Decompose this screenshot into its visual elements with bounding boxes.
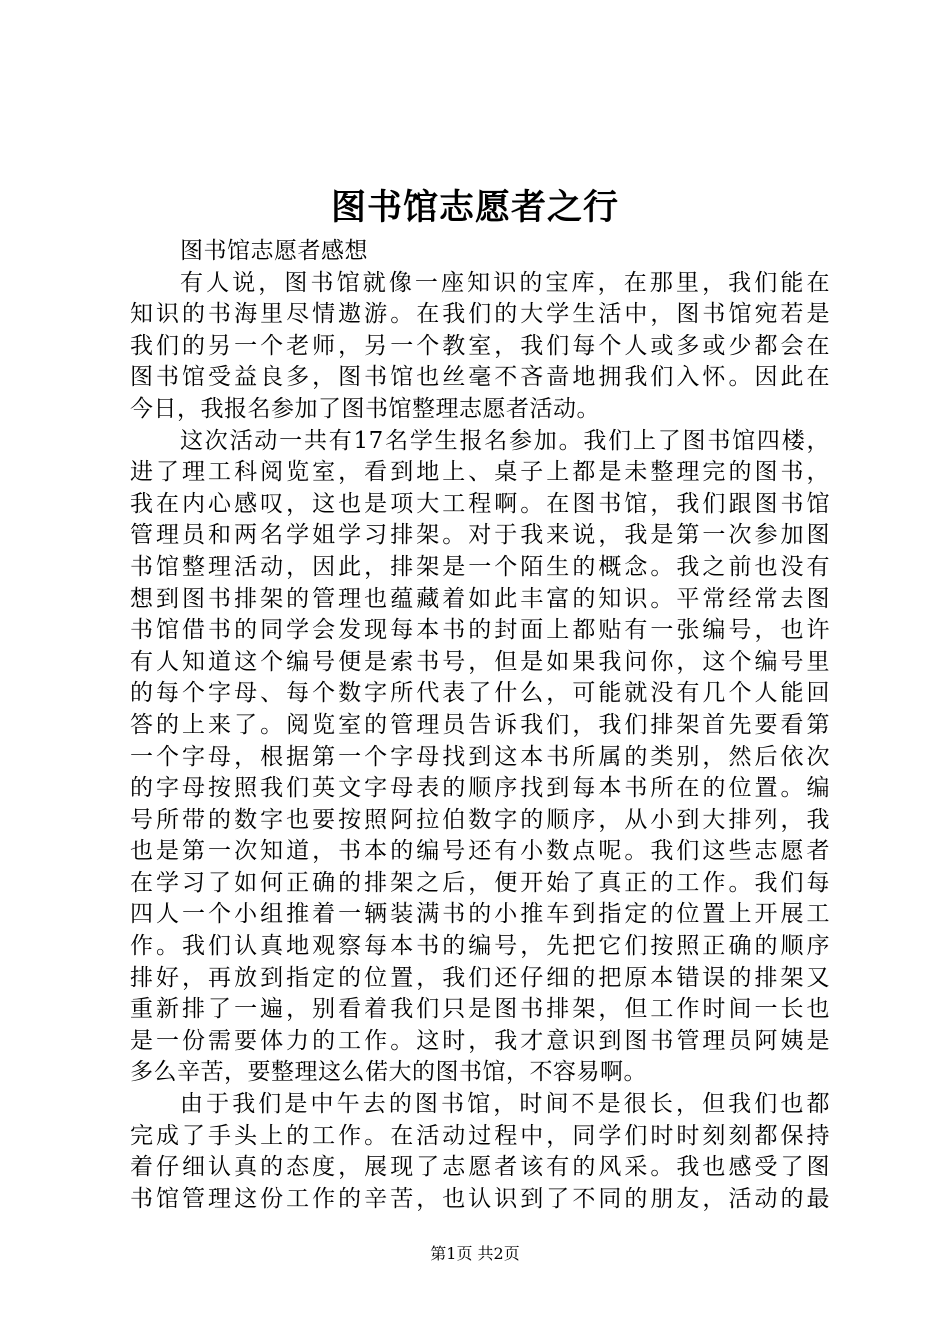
text-line: 我们的另一个老师，另一个教室，我们每个人或多或少都会在 (130, 332, 830, 359)
text-line: 由于我们是中午去的图书馆，时间不是很长，但我们也都 (180, 1091, 830, 1118)
document-body (130, 236, 830, 1215)
text-line: 我在内心感叹，这也是项大工程啊。在图书馆，我们跟图书馆 (130, 490, 830, 517)
text-line: 重新排了一遍，别看着我们只是图书排架，但工作时间一长也 (130, 996, 830, 1023)
document-title: 图书馆志愿者之行 (330, 187, 619, 228)
text-line: 作。我们认真地观察每本书的编号，先把它们按照正确的顺序 (130, 933, 830, 960)
text-line: 知识的书海里尽情遨游。在我们的大学生活中，图书馆宛若是 (130, 301, 830, 328)
page-footer: 第1页 共2页 (430, 1244, 520, 1263)
text-line: 是一份需要体力的工作。这时，我才意识到图书管理员阿姨是 (130, 1027, 830, 1054)
text-line: 今日，我报名参加了图书馆整理志愿者活动。 (130, 395, 600, 422)
text-line: 书馆借书的同学会发现每本书的封面上都贴有一张编号，也许 (130, 617, 830, 644)
text-line: 排好，再放到指定的位置，我们还仔细的把原本错误的排架又 (130, 964, 830, 991)
text-line: 也是第一次知道，书本的编号还有小数点呢。我们这些志愿者 (130, 838, 830, 865)
text-line: 多么辛苦，要整理这么偌大的图书馆，不容易啊。 (130, 1059, 647, 1086)
text-line: 图书馆受益良多，图书馆也丝毫不吝啬地拥我们入怀。因此在 (130, 364, 830, 391)
text-line: 想到图书排架的管理也蕴藏着如此丰富的知识。平常经常去图 (130, 585, 830, 612)
text-line: 一个字母，根据第一个字母找到这本书所属的类别，然后依次 (130, 743, 830, 770)
text-line: 书馆整理活动，因此，排架是一个陌生的概念。我之前也没有 (130, 553, 830, 580)
text-line: 号所带的数字也要按照阿拉伯数字的顺序，从小到大排列，我 (130, 806, 830, 833)
text-line: 这次活动一共有17名学生报名参加。我们上了图书馆四楼， (180, 427, 830, 454)
text-line: 完成了手头上的工作。在活动过程中，同学们时时刻刻都保持 (130, 1122, 830, 1149)
text-line: 的每个字母、每个数字所代表了什么，可能就没有几个人能回 (130, 680, 830, 707)
text-line: 有人说，图书馆就像一座知识的宝库，在那里，我们能在 (180, 269, 830, 296)
text-line: 书馆管理这份工作的辛苦，也认识到了不同的朋友，活动的最 (130, 1185, 830, 1212)
text-line: 四人一个小组推着一辆装满书的小推车到指定的位置上开展工 (130, 901, 830, 928)
text-line: 进了理工科阅览室，看到地上、桌子上都是未整理完的图书， (130, 459, 830, 486)
text-line: 的字母按照我们英文字母表的顺序找到每本书所在的位置。编 (130, 775, 830, 802)
text-line: 答的上来了。阅览室的管理员告诉我们，我们排架首先要看第 (130, 711, 830, 738)
text-line: 着仔细认真的态度，展现了志愿者该有的风采。我也感受了图 (130, 1154, 830, 1181)
text-line: 有人知道这个编号便是索书号，但是如果我问你，这个编号里 (130, 648, 830, 675)
text-line: 管理员和两名学姐学习排架。对于我来说，我是第一次参加图 (130, 522, 830, 549)
document-subtitle: 图书馆志愿者感想 (180, 238, 368, 264)
text-line: 在学习了如何正确的排架之后，便开始了真正的工作。我们每 (130, 869, 830, 896)
